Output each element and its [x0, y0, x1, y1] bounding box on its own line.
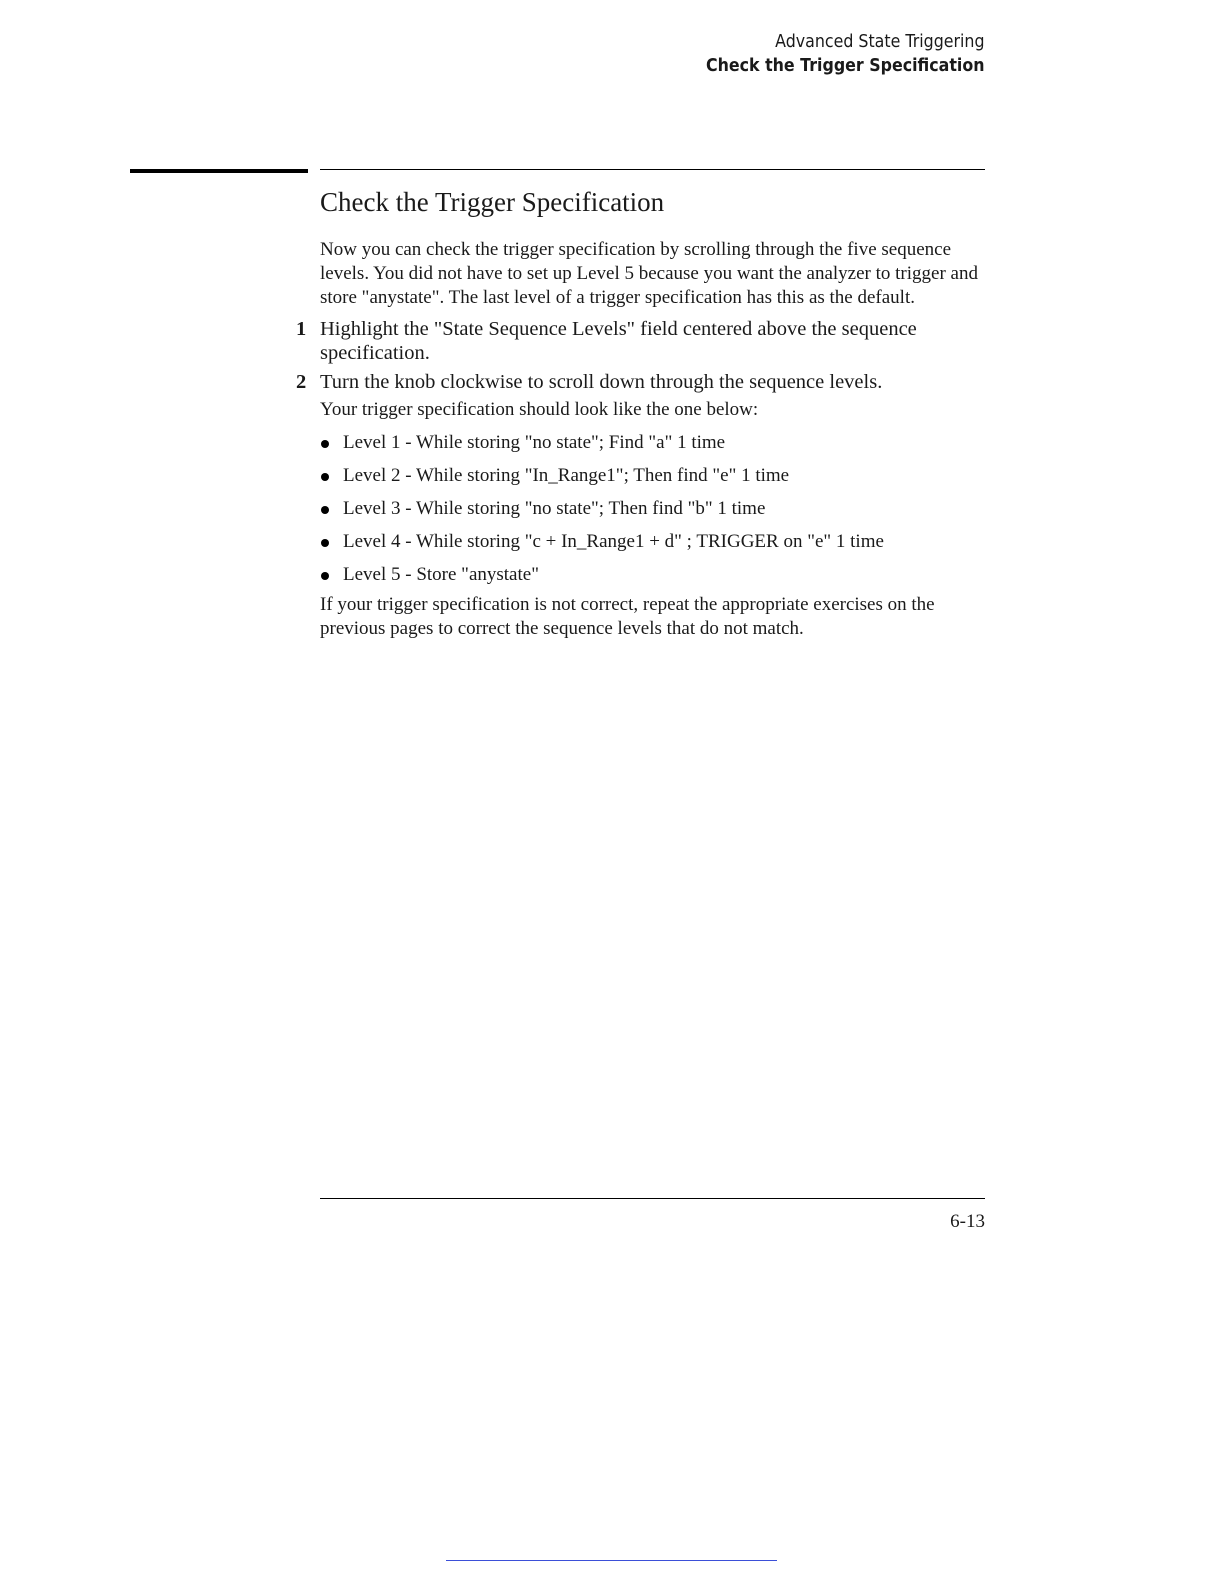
step-2-text: Turn the knob clockwise to scroll down through the sequence levels. [320, 371, 883, 393]
list-item [320, 563, 985, 587]
intro-paragraph: Now you can check the trigger specification by scrolling through the five sequence levels. You did not have to set up Level 5 because you want the analyzer to trigger and store "anystate". The last level of a trigger specification has this as the default. [320, 239, 978, 308]
bottom-link-underline[interactable] [446, 1560, 777, 1561]
step-1 [296, 317, 985, 365]
sequence-levels-list [320, 431, 985, 587]
list-item [320, 530, 985, 554]
list-item [320, 497, 985, 521]
section-rule-thick [130, 169, 308, 173]
list-item [320, 464, 985, 488]
section-rule-thin [320, 169, 985, 170]
bullet-icon [321, 572, 329, 580]
level-text: Level 5 - Store "anystate" [343, 564, 539, 585]
header-section-title: Advanced State Triggering [775, 31, 985, 52]
step-2-number: 2 [296, 371, 307, 393]
level-text: Level 2 - While storing "In_Range1"; Then find "e" 1 time [343, 465, 790, 486]
page-heading: Check the Trigger Specification [320, 187, 665, 217]
header-page-title: Check the Trigger Specification [706, 55, 985, 76]
bullet-icon [321, 473, 329, 481]
step-1-number: 1 [296, 318, 307, 340]
level-text: Level 1 - While storing "no state"; Find "a" 1 time [343, 432, 726, 453]
closing-paragraph: If your trigger specification is not correct, repeat the appropriate exercises on the previous pages to correct the sequence levels that do not match. [320, 594, 935, 639]
footer-rule [320, 1198, 985, 1199]
list-item [320, 431, 985, 455]
bullet-icon [321, 539, 329, 547]
main-content [296, 184, 985, 641]
step-1-text: Highlight the "State Sequence Levels" field centered above the sequence specification. [320, 318, 917, 364]
level-text: Level 3 - While storing "no state"; Then find "b" 1 time [343, 498, 766, 519]
running-header [706, 30, 985, 78]
step-2 [296, 370, 985, 394]
bullet-icon [321, 440, 329, 448]
step-2-followup: Your trigger specification should look like the one below: [320, 399, 759, 420]
level-text: Level 4 - While storing "c + In_Range1 + d" ; TRIGGER on "e" 1 time [343, 531, 884, 552]
bullet-icon [321, 506, 329, 514]
page-number: 6-13 [950, 1211, 985, 1232]
